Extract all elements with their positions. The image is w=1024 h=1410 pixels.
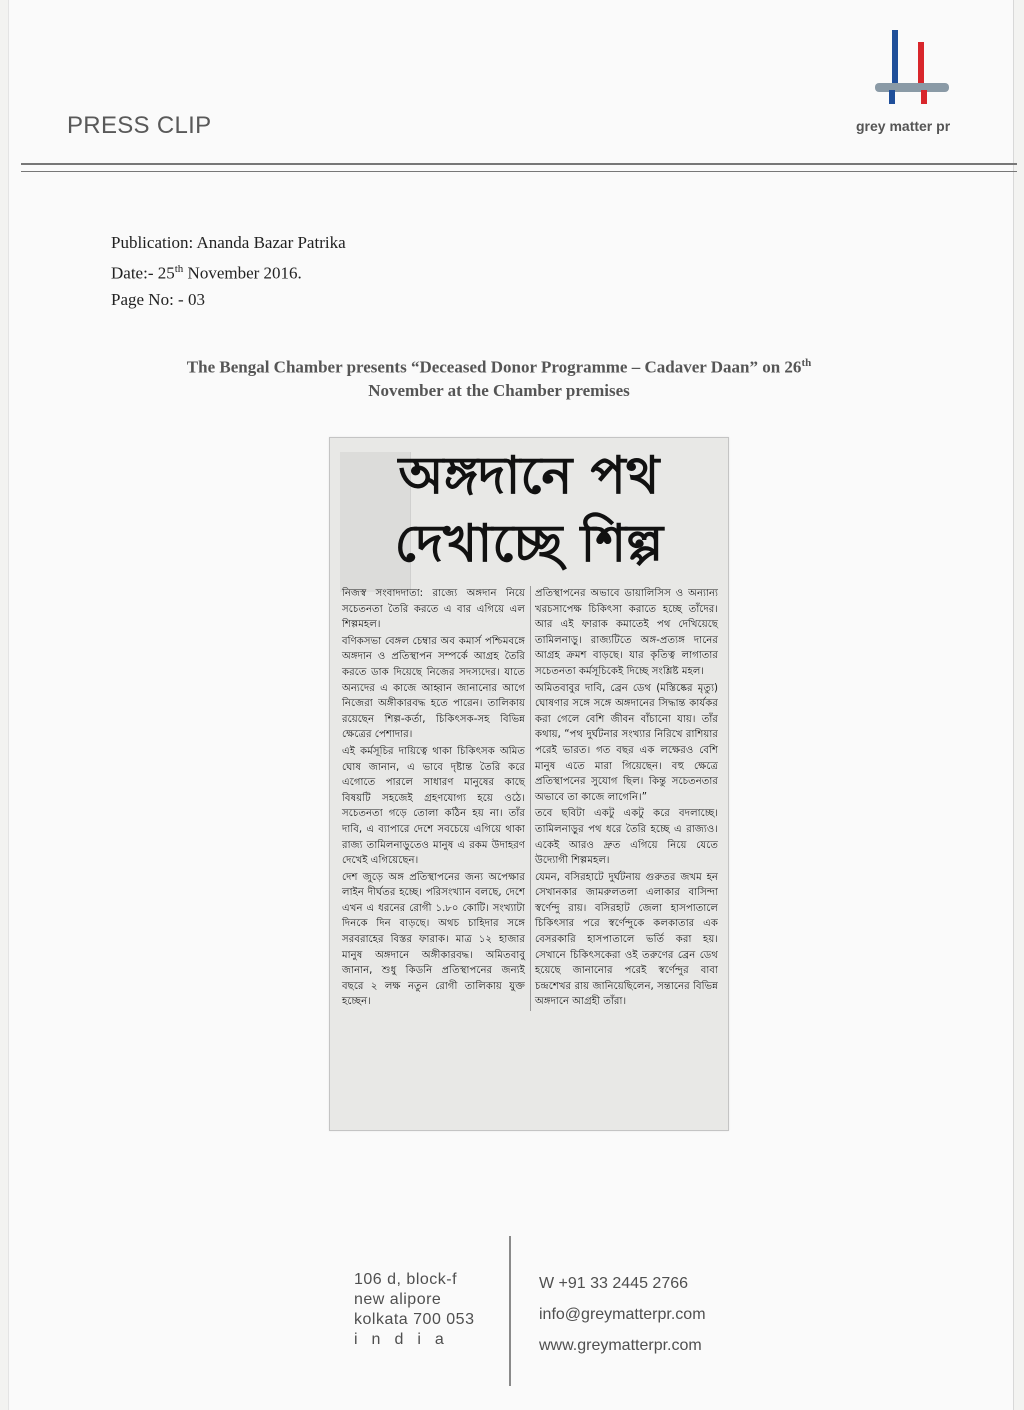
clip-headline bbox=[119, 352, 879, 402]
address-line: 106 d, block-f bbox=[354, 1271, 458, 1288]
footer-contact bbox=[539, 1268, 706, 1361]
column-1-paragraph: দেশ জুড়ে অঙ্গ প্রতিস্থাপনের জন্য অপেক্ষার লাইন দীর্ঘতর হচ্ছে। পরিসংখ্যান বলছে, দেশে এখন এ ধরনের রোগী ১.৮০ কোটি। সংখ্যাটা দিনকে দিন বাড়ছে। অথচ চাহিদার সঙ্গে সরবরাহের বিস্তর ফারাক। মাত্র ১২ হাজার মানুষ অঙ্গদানে অঙ্গীকারবদ্ধ। অমিতবাবু জানান, শুধু কিডনি প্রতিস্থাপনের জন্যই বছরে ২ লক্ষ নতুন রোগী তালিকায় যুক্ত হচ্ছেন। bbox=[342, 871, 525, 1008]
publication-meta bbox=[111, 230, 346, 313]
address-line: india bbox=[354, 1331, 458, 1348]
clipping-column-2 bbox=[535, 586, 718, 1011]
column-2-paragraph: তবে ছবিটা একটু একটু করে বদলাচ্ছে। তামিলনাড়ুর পথ ধরে তৈরি হচ্ছে এ রাজ্যও। একেই আরও দ্রুত এগিয়ে নিয়ে যেতে উদ্যোগী শিল্পমহল। bbox=[535, 808, 718, 867]
header-rule-thin bbox=[21, 171, 1017, 172]
column-2-paragraph: প্রতিস্থাপনের অভাবে ডায়ালিসিস ও অন্যান্য খরচসাপেক্ষ চিকিৎসা করাতে হচ্ছে তাঁদের। আর এই ফারাক কমাতেই পথ দেখিয়েছে তামিলনাড়ু। রাজ্যটিতে অঙ্গ-প্রত্যঙ্গ দানের আগ্রহ ক্রমশ বাড়ছে। যার কৃতিত্ব লাগাতার সচেতনতা কর্মসূচিকেই দিচ্ছে সংশ্লিষ্ট মহল। bbox=[535, 588, 718, 677]
press-clip-title: PRESS CLIP bbox=[67, 112, 212, 139]
clipping-title bbox=[330, 442, 728, 578]
clipping-title-line-1: অঙ্গদানে পথ bbox=[398, 446, 660, 506]
date-prefix: Date:- 25 bbox=[111, 263, 175, 283]
column-1-paragraph: বণিকসভা বেঙ্গল চেম্বার অব কমার্স পশ্চিমবঙ্গে অঙ্গদান ও প্রতিস্থাপন সম্পর্কে আগ্রহ তৈরি করতে ডাক দিয়েছে নিজের সদস্যদের। যাতে অন্যদের এ কাজে আহ্বান জানানোর আগে নিজেরা অঙ্গীকারবদ্ধ হতে পারেন। তালিকায় রয়েছেন শিল্প-কর্তা, চিকিৎসক-সহ বিভিন্ন ক্ষেত্রের পেশাদার। bbox=[342, 635, 525, 741]
clipping-title-line-2: দেখাচ্ছে শিল্প bbox=[394, 514, 664, 574]
brand-name: grey matter pr bbox=[856, 118, 951, 134]
email-address[interactable]: info@greymatterpr.com bbox=[539, 1306, 706, 1323]
headline-line-1 bbox=[119, 352, 879, 379]
clipping-body bbox=[342, 586, 718, 1011]
address-line: new alipore bbox=[354, 1291, 442, 1308]
press-clip-sheet bbox=[8, 0, 1014, 1410]
column-divider bbox=[530, 586, 531, 1011]
newspaper-clipping bbox=[329, 437, 729, 1131]
phone-number: W +91 33 2445 2766 bbox=[539, 1275, 689, 1292]
page-line: Page No: - 03 bbox=[111, 289, 205, 309]
grey-matter-logo bbox=[869, 28, 959, 108]
address-line: kolkata 700 053 bbox=[354, 1311, 475, 1328]
clipping-column-1 bbox=[342, 586, 525, 1011]
website-link[interactable]: www.greymatterpr.com bbox=[539, 1337, 702, 1354]
column-2-paragraph: অমিতবাবুর দাবি, ব্রেন ডেথ (মস্তিষ্কের মৃত্যু) ঘোষণার সঙ্গে সঙ্গে অঙ্গদানের সিদ্ধান্ত কার্যকর করা গেলে বেশি জীবন বাঁচানো যায়। তাঁর কথায়, “পথ দুর্ঘটনার সংখ্যার নিরিখে রাশিয়ার পরেই ভারত। গত বছর এক লক্ষেরও বেশি মানুষ এতে মারা গিয়েছেন। বহু ক্ষেত্রে প্রতিস্থাপনের সুযোগ ছিল। কিন্তু সচেতনতার অভাবে তা কাজে লাগেনি।” bbox=[535, 682, 718, 803]
footer-address bbox=[354, 1270, 474, 1350]
date-line bbox=[111, 256, 346, 287]
date-sup: th bbox=[174, 263, 184, 275]
publication-line: Publication: Ananda Bazar Patrika bbox=[111, 233, 346, 252]
footer-divider bbox=[509, 1236, 511, 1386]
date-suffix: November 2016. bbox=[183, 263, 302, 283]
headline-main: The Bengal Chamber presents “Deceased Donor Programme – Cadaver Daan” on 26 bbox=[186, 357, 802, 377]
column-1-paragraph: নিজস্ব সংবাদদাতা: রাজ্যে অঙ্গদান নিয়ে সচেতনতা তৈরি করতে এ বার এগিয়ে এল শিল্পমহল। bbox=[342, 588, 525, 631]
column-2-paragraph: যেমন, বসিরহাটে দুর্ঘটনায় গুরুতর জখম হন সেখানকার জামরুলতলা এলাকার বাসিন্দা স্বর্ণেন্দু রায়। বসিরহাট জেলা হাসপাতালে চিকিৎসার পরে স্বর্ণেন্দুকে কলকাতার এক বেসরকারি হাসপাতালে ভর্তি করা হয়। সেখানে চিকিৎসকেরা ওই তরুণের ব্রেন ডেথ হয়েছে জানানোর পরেই স্বর্ণেন্দুর বাবা চন্দ্রশেখর রায় জানিয়েছিলেন, সন্তানের বিভিন্ন অঙ্গদানে আগ্রহী তাঁরা। bbox=[535, 871, 718, 1008]
header-rule bbox=[21, 163, 1017, 165]
headline-sup: th bbox=[801, 357, 812, 369]
headline-line-2: November at the Chamber premises bbox=[368, 380, 630, 400]
column-1-paragraph: এই কর্মসূচির দায়িত্বে থাকা চিকিৎসক অমিত ঘোষ জানান, এ ভাবে দৃষ্টান্ত তৈরি করে এগোতে পারলে সাধারণ মানুষের কাছে বিষয়টি সহজেই গ্রহণযোগ্য হয়ে ওঠে। সচেতনতা গড়ে তোলা কঠিন হয় না। তাঁর দাবি, এ ব্যাপারে দেশে সবচেয়ে এগিয়ে থাকা রাজ্য তামিলনাড়ুতেও মানুষ এ রকম উদাহরণ দেখেই এগিয়েছেন। bbox=[342, 745, 525, 867]
